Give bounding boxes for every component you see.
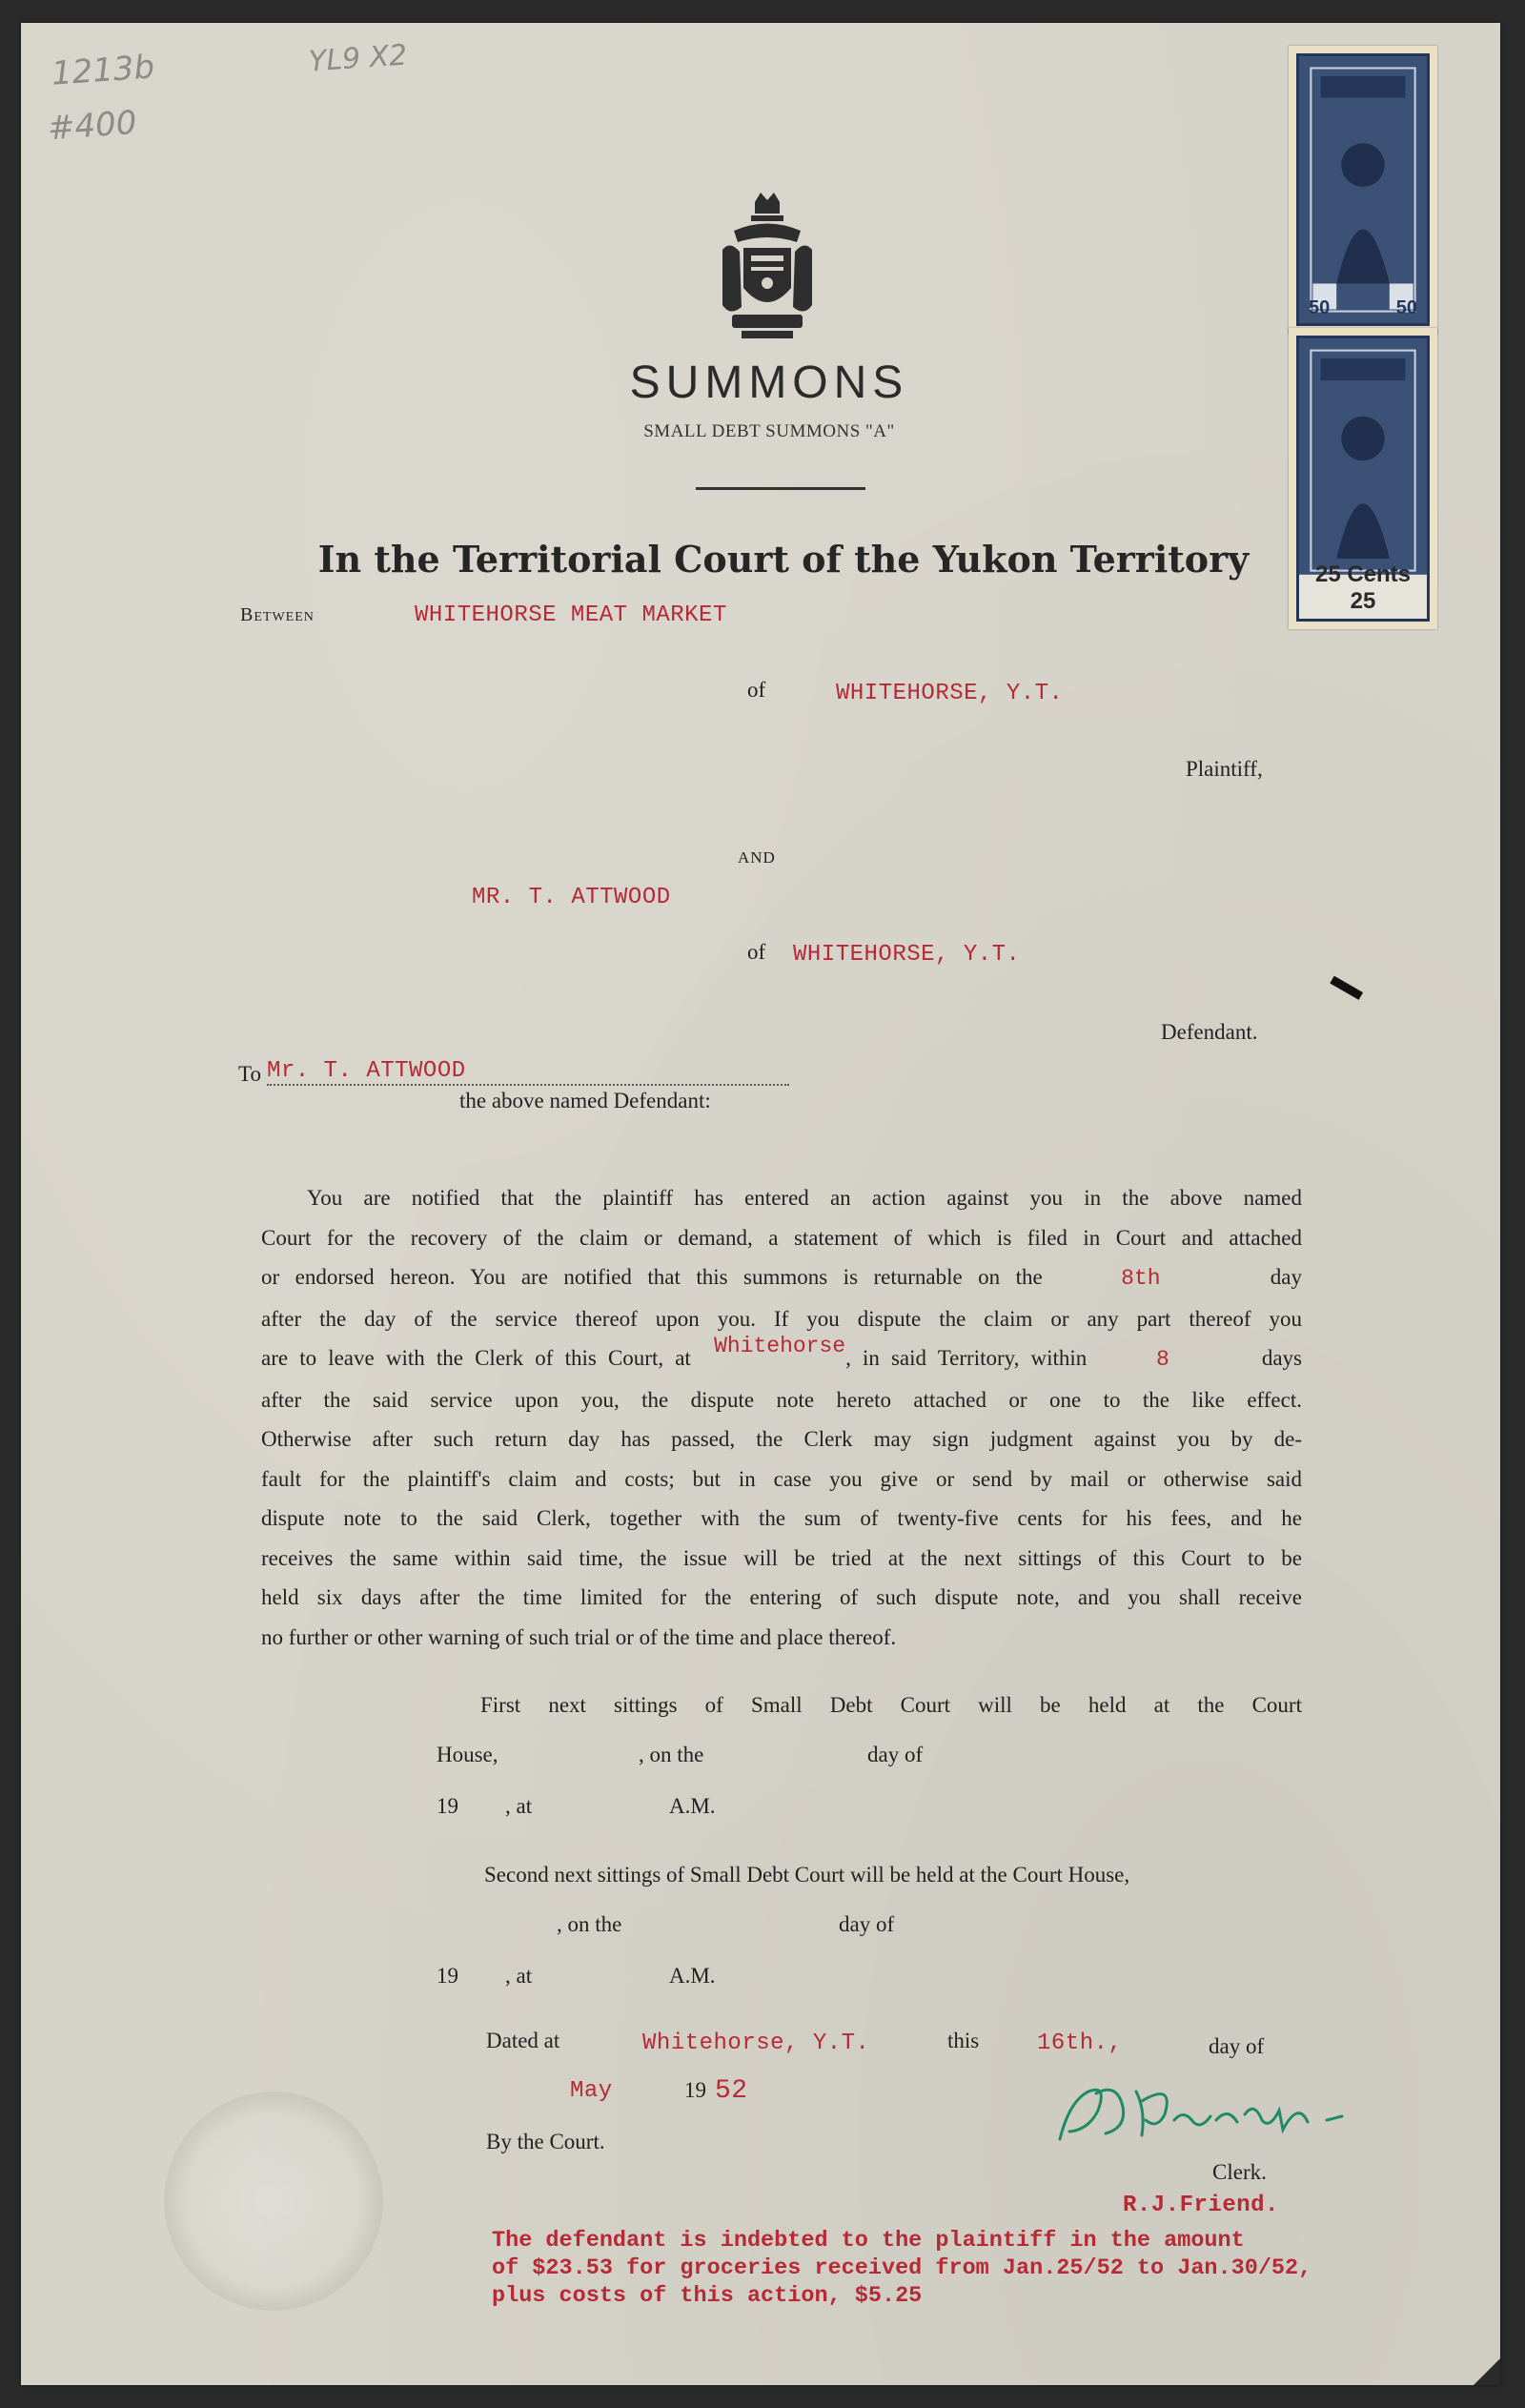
second-sittings-on: , on the (557, 1912, 622, 1936)
body-text: or endorsed hereon. You are notified that this summons is returnable on the (261, 1265, 1043, 1289)
pencil-note-price: #400 (46, 103, 138, 149)
first-sittings-line: First next sittings of Small Debt Court will be held at the Court (480, 1693, 1302, 1717)
first-sittings-year: 19 (437, 1794, 458, 1818)
first-sittings-am: A.M. (669, 1794, 716, 1818)
second-sittings-at: , at (505, 1964, 533, 1988)
body-line: after the day of the service thereof upon you. If you dispute the claim or any part thereof you (261, 1306, 1302, 1331)
body-line: receives the same within said time, the issue will be tried at the next sittings of this Court to be (261, 1545, 1302, 1570)
defendant-place: WHITEHORSE, Y.T. (793, 942, 1021, 968)
day-of-label: day of (1209, 2034, 1265, 2058)
this-label: this (947, 2029, 980, 2052)
body-text: days (1261, 1346, 1303, 1370)
dated-at-label: Dated at (486, 2029, 560, 2052)
stamp-value-left: 50 (1309, 297, 1331, 318)
stamp-figure-icon (1299, 56, 1427, 323)
second-sittings-am: A.M. (669, 1964, 716, 1988)
plaintiff-place: WHITEHORSE, Y.T. (836, 681, 1064, 706)
pencil-note-reference: 1213b (50, 48, 156, 93)
margin-mark: I (1320, 968, 1375, 1010)
court-place-value: Whitehorse (714, 1334, 846, 1358)
title-divider (696, 487, 865, 490)
to-label: To (238, 1062, 261, 1086)
dated-place: Whitehorse, Y.T. (642, 2030, 870, 2056)
document-title: SUMMONS (629, 357, 909, 408)
pencil-note-code: YL9 X2 (307, 38, 409, 79)
coat-of-arms-icon (715, 193, 820, 345)
first-sittings-dayof: day of (867, 1743, 924, 1766)
dated-day: 16th., (1037, 2030, 1123, 2056)
law-stamp-25 (1289, 328, 1437, 629)
body-text: day (1270, 1265, 1303, 1289)
body-line-place (261, 1334, 1303, 1380)
clerk-name: R.J.Friend. (1123, 2193, 1279, 2218)
torn-corner (1474, 2358, 1500, 2385)
body-line-return (261, 1257, 1302, 1299)
addressee-tail: the above named Defendant: (459, 1089, 711, 1112)
body-line: Court for the recovery of the claim or demand, a statement of which is filed in Court and attached (261, 1225, 1302, 1250)
second-sittings-line: Second next sittings of Small Debt Court will be held at the Court House, (484, 1863, 1130, 1887)
first-sittings-at: , at (505, 1794, 533, 1818)
dated-year-prefix: 19 (684, 2078, 706, 2102)
clerk-signature (1050, 2072, 1365, 2158)
first-sittings-on: , on the (639, 1743, 704, 1766)
body-line: You are notified that the plaintiff has entered an action against you in the above named (307, 1186, 1302, 1210)
second-sittings-dayof: day of (839, 1912, 895, 1936)
between-label: Between (240, 604, 315, 625)
by-court-label: By the Court. (486, 2130, 605, 2153)
of-label-defendant: of (747, 940, 766, 964)
stamp-denomination-label: 25 Cents 25 (1314, 561, 1412, 614)
body-line: fault for the plaintiff's claim and costs; but in case you give or send by mail or otherwise said (261, 1466, 1302, 1491)
body-line: no further or other warning of such trial or of the time and place thereof. (261, 1624, 897, 1649)
embossed-seal (164, 2092, 383, 2311)
addressee-name: Mr. T. ATTWOOD (267, 1058, 789, 1086)
of-label-plaintiff: of (747, 678, 766, 702)
stamp-value-right: 50 (1395, 297, 1417, 318)
second-sittings-year: 19 (437, 1964, 458, 1988)
court-name: In the Territorial Court of the Yukon Territory (317, 538, 1250, 581)
plaintiff-label: Plaintiff, (1186, 757, 1263, 781)
body-text: are to leave with the Clerk of this Court, at (261, 1346, 691, 1370)
defendant-name: MR. T. ATTWOOD (472, 885, 671, 910)
law-stamp-50 (1289, 46, 1437, 334)
body-line: dispute note to the said Clerk, together with the sum of twenty-five cents for his fees, and he (261, 1506, 1302, 1530)
dated-month: May (570, 2078, 613, 2104)
dated-year-suffix: 52 (715, 2076, 748, 2106)
summons-body (261, 1178, 1302, 1657)
document-subtitle: SMALL DEBT SUMMONS "A" (643, 421, 895, 441)
plaintiff-name: WHITEHORSE MEAT MARKET (415, 602, 727, 628)
and-label: AND (738, 848, 776, 867)
defendant-label: Defendant. (1161, 1020, 1258, 1044)
debt-note: The defendant is indebted to the plaintiff in the amount of $23.53 for groceries received from Jan.25/52 to Jan.30/52, plus costs of this action, $5.25 (492, 2228, 1312, 2309)
summons-document (21, 23, 1500, 2385)
body-line: after the said service upon you, the dispute note hereto attached or one to the like effect. (261, 1387, 1302, 1412)
body-line: Otherwise after such return day has passed, the Clerk may sign judgment against you by de- (261, 1427, 1302, 1451)
days-within-value: 8 (1156, 1347, 1169, 1372)
body-text: , in said Territory, within (845, 1346, 1088, 1370)
return-day-value: 8th (1121, 1266, 1161, 1291)
first-sittings-house: House, (437, 1743, 498, 1766)
body-line: held six days after the time limited for the entering of such dispute note, and you shall receive (261, 1585, 1302, 1609)
clerk-label: Clerk. (1212, 2160, 1267, 2184)
